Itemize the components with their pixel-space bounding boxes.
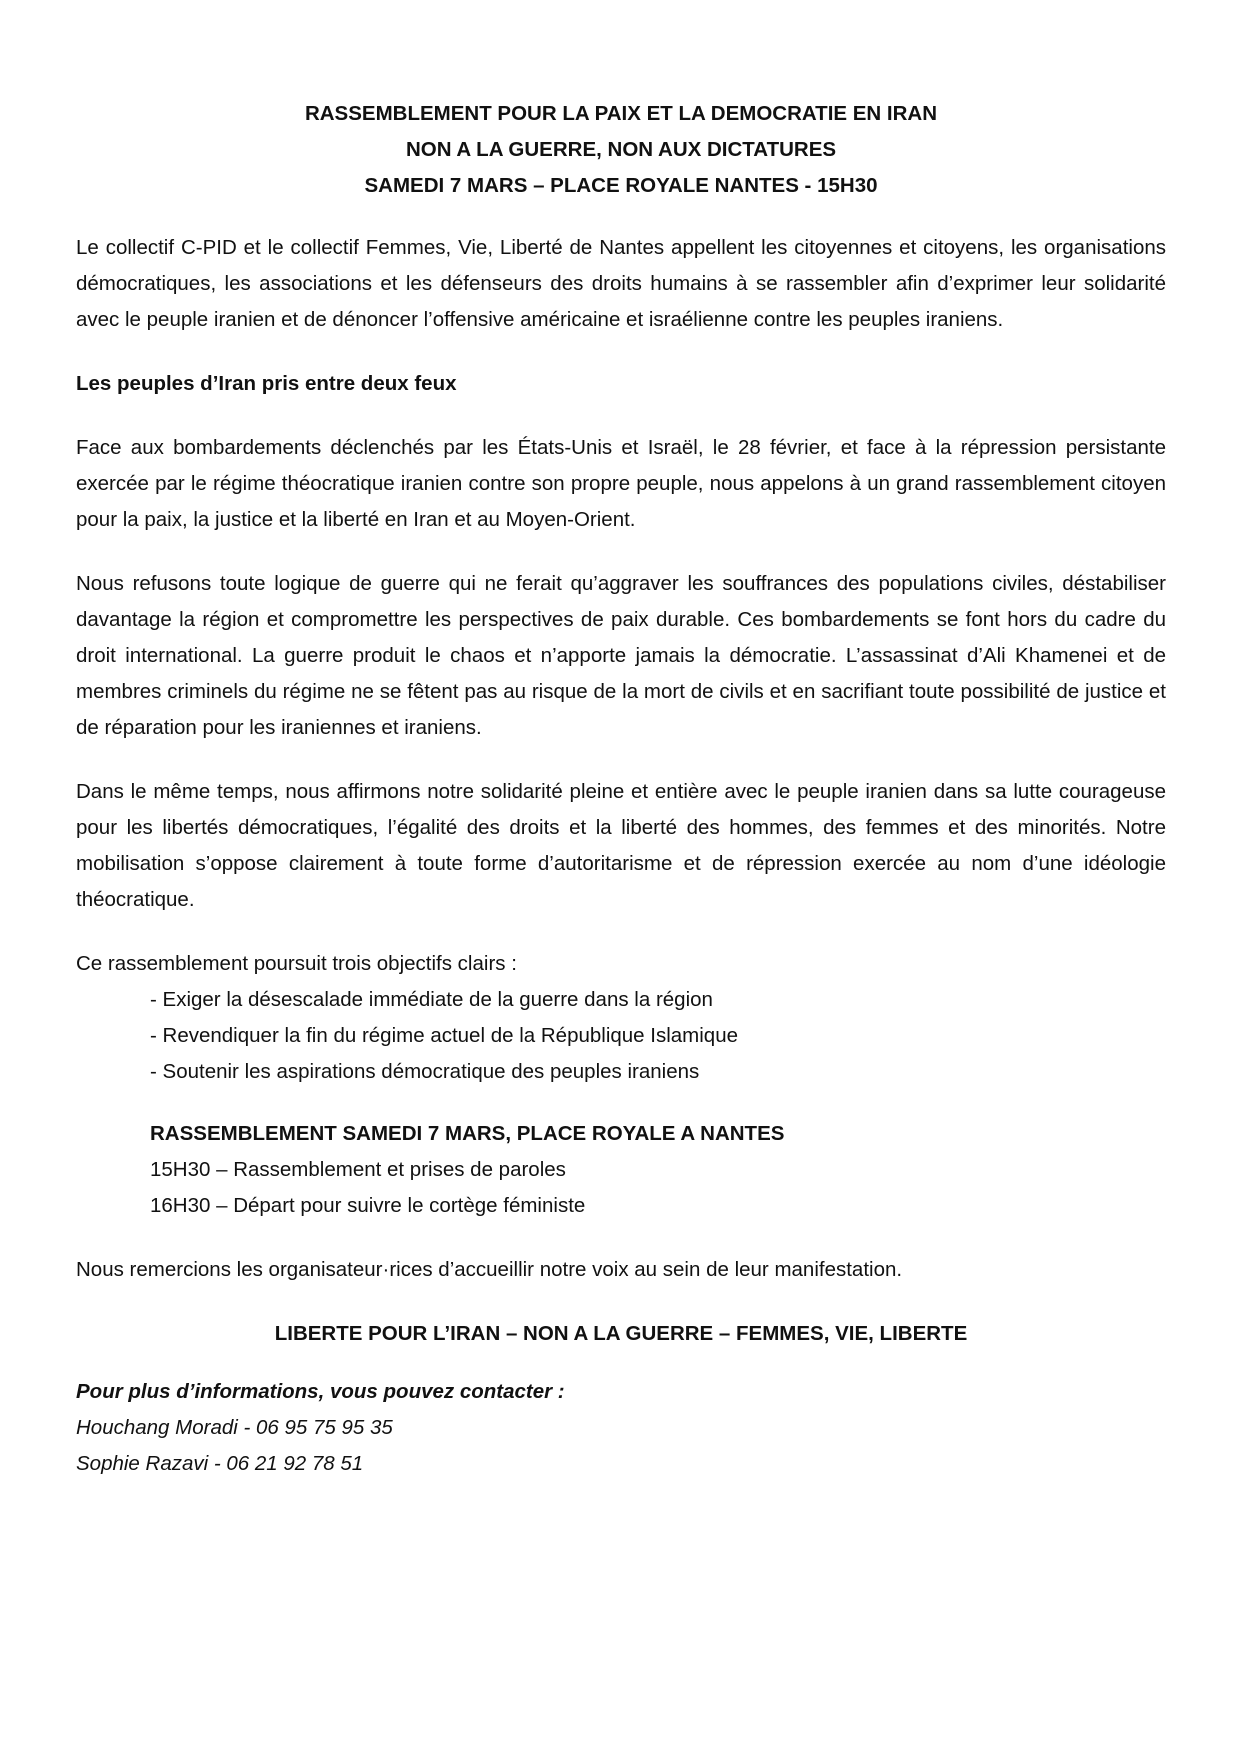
title-line: NON A LA GUERRE, NON AUX DICTATURES [405, 138, 837, 161]
section-heading: Les peuples d’Iran pris entre deux feux [76, 372, 457, 395]
intro-paragraph: Le collectif C-PID et le collectif Femmes, Vie, Liberté de Nantes appellent les citoyennes et citoyens, les organisations démocratiques, les associations et les défenseurs des droits humains à se rassembler afin d’exprimer leur solidarité avec le peuple iranien et de dénoncer l’offensive américaine et israélienne contre les peuples iraniens. [76, 236, 1166, 331]
event-heading: RASSEMBLEMENT SAMEDI 7 MARS, PLACE ROYALE A NANTES [150, 1122, 785, 1145]
objective-item: - Revendiquer la fin du régime actuel de la République Islamique [150, 1024, 739, 1047]
contact-person: Houchang Moradi - 06 95 75 95 35 [76, 1416, 393, 1439]
body-paragraph: Dans le même temps, nous affirmons notre solidarité pleine et entière avec le peuple iranien dans sa lutte courageuse pour les libertés démocratiques, l’égalité des droits et la liberté des hommes, des femmes et des minorités. Notre mobilisation s’oppose clairement à toute forme d’autoritarisme et de répression exercée au nom d’une idéologie théocratique. [76, 780, 1166, 911]
contact-heading: Pour plus d’informations, vous pouvez contacter : [76, 1380, 565, 1403]
objectives-list [76, 982, 1166, 1090]
objectives-intro: Ce rassemblement poursuit trois objectifs clairs : [76, 952, 517, 975]
event-block [76, 1116, 1166, 1224]
thanks-paragraph: Nous remercions les organisateur·rices d’accueillir notre voix au sein de leur manifestation. [76, 1258, 903, 1281]
schedule-item: 16H30 – Départ pour suivre le cortège féministe [150, 1194, 586, 1217]
objective-item: - Soutenir les aspirations démocratique des peuples iraniens [150, 1060, 700, 1083]
contact-block [76, 1374, 1166, 1482]
body-paragraph: Face aux bombardements déclenchés par les États-Unis et Israël, le 28 février, et face à la répression persistante exercée par le régime théocratique iranien contre son propre peuple, nous appelons à un grand rassemblement citoyen pour la paix, la justice et la liberté en Iran et au Moyen-Orient. [76, 436, 1166, 531]
document-title [76, 96, 1166, 204]
objective-item: - Exiger la désescalade immédiate de la guerre dans la région [150, 988, 713, 1011]
document-page [76, 96, 1166, 1482]
title-line: SAMEDI 7 MARS – PLACE ROYALE NANTES - 15H30 [364, 174, 878, 197]
contact-person: Sophie Razavi - 06 21 92 78 51 [76, 1452, 364, 1475]
body-paragraph: Nous refusons toute logique de guerre qui ne ferait qu’aggraver les souffrances des populations civiles, déstabiliser davantage la région et compromettre les perspectives de paix durable. Ces bombardements se font hors du cadre du droit international. La guerre produit le chaos et n’apporte jamais la démocratie. L’assassinat d’Ali Khamenei et de membres criminels du régime ne se fêtent pas au risque de la mort de civils et en sacrifiant toute possibilité de justice et de réparation pour les iraniennes et iraniens. [76, 572, 1166, 739]
slogan: LIBERTE POUR L’IRAN – NON A LA GUERRE – FEMMES, VIE, LIBERTE [274, 1322, 968, 1345]
schedule-item: 15H30 – Rassemblement et prises de paroles [150, 1158, 566, 1181]
title-line: RASSEMBLEMENT POUR LA PAIX ET LA DEMOCRATIE EN IRAN [304, 102, 938, 125]
